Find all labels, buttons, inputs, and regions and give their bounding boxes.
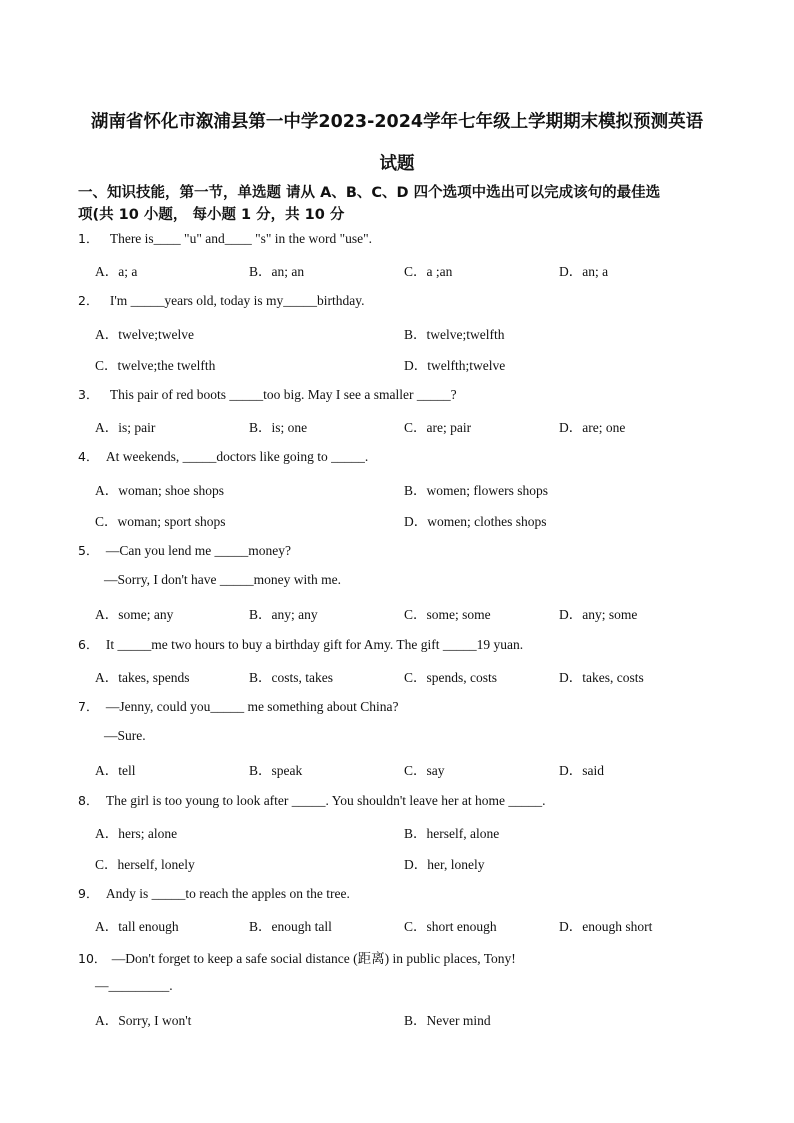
question-5 [78, 541, 291, 559]
option-b[interactable]: B．speak [249, 763, 303, 778]
option-d[interactable]: D．twelfth;twelve [404, 358, 506, 373]
option-c[interactable]: C．some; some [404, 607, 491, 622]
option-d[interactable]: D．said [559, 763, 604, 778]
question-stem: At weekends, _____doctors like going to _____. [105, 449, 369, 464]
option-b[interactable]: B．twelve;twelfth [404, 327, 505, 342]
question-stem: —Don't forget to keep a safe social distance (距离) in public places, Tony! [111, 951, 516, 966]
option-a[interactable]: A．is; pair [95, 420, 156, 435]
option-a[interactable]: A．takes, spends [95, 670, 190, 685]
question-stem: Andy is _____to reach the apples on the tree. [105, 886, 350, 901]
question-7 [78, 697, 399, 715]
question-stem: This pair of red boots _____too big. May I see a smaller _____? [109, 387, 457, 402]
option-a[interactable]: A．tall enough [95, 919, 179, 934]
question-number: 3． [78, 387, 99, 402]
question-stem-line2: —Sorry, I don't have _____money with me. [104, 572, 342, 587]
option-b[interactable]: B．Never mind [404, 1013, 491, 1028]
question-number: 7． [78, 699, 99, 714]
question-number: 5． [78, 543, 99, 558]
question-stem: The girl is too young to look after _____. You shouldn't leave her at home _____. [105, 793, 546, 808]
option-b[interactable]: B．an; an [249, 264, 305, 279]
question-number: 1． [78, 231, 99, 246]
section-heading-line2: 项(共 10 小题， 每小题 1 分，共 10 分 [78, 207, 345, 223]
option-d[interactable]: D．women; clothes shops [404, 514, 547, 529]
option-a[interactable]: A．some; any [95, 607, 174, 622]
question-3 [78, 385, 457, 403]
question-number: 4． [78, 449, 99, 464]
question-number: 6． [78, 637, 99, 652]
option-d[interactable]: D．any; some [559, 607, 638, 622]
option-a[interactable]: A．twelve;twelve [95, 327, 194, 342]
option-c[interactable]: C．spends, costs [404, 670, 498, 685]
page-title-line2: 试题 [379, 154, 415, 174]
option-a[interactable]: A．hers; alone [95, 826, 178, 841]
question-number: 10． [78, 951, 107, 966]
question-number: 8． [78, 793, 99, 808]
question-9 [78, 884, 350, 902]
option-b[interactable]: B．women; flowers shops [404, 483, 548, 498]
question-stem: —Jenny, could you_____ me something about China? [105, 699, 399, 714]
option-b[interactable]: B．costs, takes [249, 670, 333, 685]
option-c[interactable]: C．twelve;the twelfth [95, 358, 216, 373]
option-c[interactable]: C．woman; sport shops [95, 514, 226, 529]
section-heading-line1: 一、知识技能，第一节，单选题 请从 A、B、C、D 四个选项中选出可以完成该句的最佳选 [78, 185, 661, 201]
option-b[interactable]: B．herself, alone [404, 826, 500, 841]
question-2 [78, 291, 364, 309]
question-stem: There is____ "u" and____ "s" in the word "use". [109, 231, 372, 246]
question-6 [78, 635, 523, 653]
option-d[interactable]: D．her, lonely [404, 857, 485, 872]
option-b[interactable]: B．enough tall [249, 919, 332, 934]
question-stem: It _____me two hours to buy a birthday gift for Amy. The gift _____19 yuan. [105, 637, 524, 652]
option-d[interactable]: D．enough short [559, 919, 653, 934]
question-number: 9． [78, 886, 99, 901]
option-c[interactable]: C．are; pair [404, 420, 472, 435]
question-8 [78, 791, 545, 809]
question-4 [78, 447, 368, 465]
option-c[interactable]: C．herself, lonely [95, 857, 195, 872]
question-stem-line2: —_________. [95, 978, 173, 993]
option-a[interactable]: A．a; a [95, 264, 138, 279]
option-c[interactable]: C．a ;an [404, 264, 453, 279]
option-d[interactable]: D．are; one [559, 420, 626, 435]
question-1 [78, 229, 372, 247]
option-b[interactable]: B．any; any [249, 607, 318, 622]
question-stem-line2: —Sure. [104, 728, 146, 743]
option-a[interactable]: A．woman; shoe shops [95, 483, 224, 498]
option-c[interactable]: C．say [404, 763, 445, 778]
option-a[interactable]: A．tell [95, 763, 136, 778]
option-b[interactable]: B．is; one [249, 420, 308, 435]
option-d[interactable]: D．takes, costs [559, 670, 644, 685]
option-c[interactable]: C．short enough [404, 919, 497, 934]
question-stem: I'm _____years old, today is my_____birthday. [109, 293, 365, 308]
option-d[interactable]: D．an; a [559, 264, 609, 279]
question-10 [78, 947, 516, 967]
page-title-line1: 湖南省怀化市溆浦县第一中学2023-2024学年七年级上学期期末模拟预测英语 [90, 112, 704, 132]
question-stem: —Can you lend me _____money? [105, 543, 292, 558]
question-number: 2． [78, 293, 99, 308]
option-a[interactable]: A．Sorry, I won't [95, 1013, 192, 1028]
